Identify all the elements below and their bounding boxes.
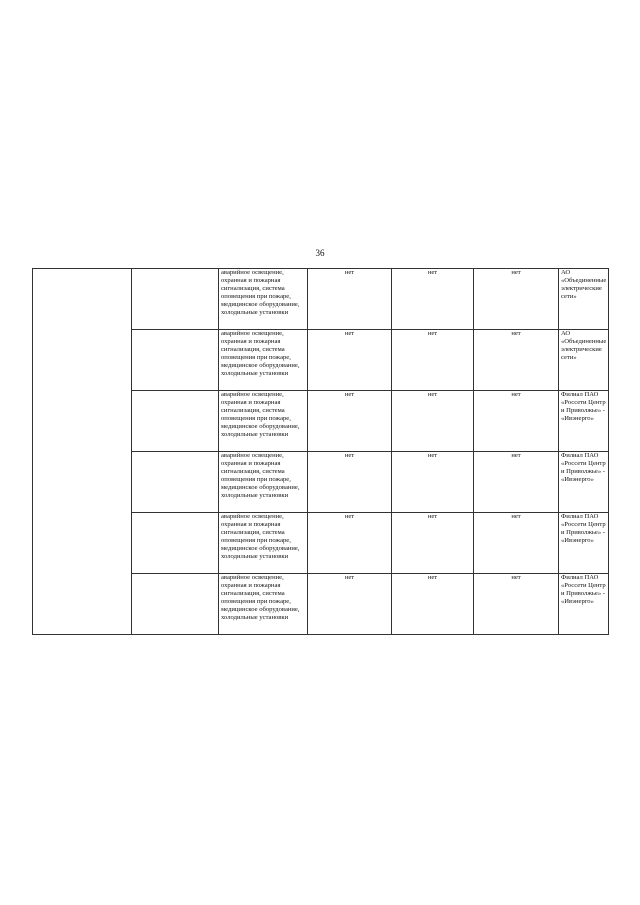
value-cell: нет bbox=[474, 391, 559, 452]
value-cell: нет bbox=[392, 574, 474, 635]
data-table bbox=[32, 268, 609, 635]
value-cell: нет bbox=[474, 452, 559, 513]
organization-cell: АО «Объединенные электрические сети» bbox=[559, 330, 609, 391]
value-cell: нет bbox=[392, 330, 474, 391]
consumer-description-cell: аварийное освещение, охранная и пожарная сигнализация, система оповещения при пожаре, медицинское оборудование, холодильные установки bbox=[219, 513, 308, 574]
value-cell: нет bbox=[392, 269, 474, 330]
empty-cell bbox=[132, 574, 219, 635]
empty-cell bbox=[132, 269, 219, 330]
value-cell: нет bbox=[308, 452, 392, 513]
organization-cell: Филиал ПАО «Россети Центр и Приволжье» - «Ивэнерго» bbox=[559, 574, 609, 635]
empty-cell bbox=[132, 513, 219, 574]
value-cell: нет bbox=[474, 269, 559, 330]
consumer-description-cell: аварийное освещение, охранная и пожарная сигнализация, система оповещения при пожаре, медицинское оборудование, холодильные установки bbox=[219, 574, 308, 635]
value-cell: нет bbox=[308, 513, 392, 574]
value-cell: нет bbox=[308, 391, 392, 452]
organization-cell: Филиал ПАО «Россети Центр и Приволжье» - «Ивэнерго» bbox=[559, 452, 609, 513]
value-cell: нет bbox=[392, 391, 474, 452]
page-number: 36 bbox=[315, 248, 325, 258]
organization-cell: Филиал ПАО «Россети Центр и Приволжье» - «Ивэнерго» bbox=[559, 513, 609, 574]
organization-cell: АО «Объединенные электрические сети» bbox=[559, 269, 609, 330]
value-cell: нет bbox=[474, 330, 559, 391]
empty-cell bbox=[132, 452, 219, 513]
organization-cell: Филиал ПАО «Россети Центр и Приволжье» - «Ивэнерго» bbox=[559, 391, 609, 452]
empty-cell bbox=[132, 391, 219, 452]
consumer-description-cell: аварийное освещение, охранная и пожарная сигнализация, система оповещения при пожаре, медицинское оборудование, холодильные установки bbox=[219, 330, 308, 391]
value-cell: нет bbox=[308, 574, 392, 635]
merged-cell-first bbox=[33, 269, 132, 635]
value-cell: нет bbox=[308, 330, 392, 391]
table-row bbox=[33, 269, 609, 330]
value-cell: нет bbox=[392, 452, 474, 513]
value-cell: нет bbox=[474, 574, 559, 635]
value-cell: нет bbox=[474, 513, 559, 574]
value-cell: нет bbox=[308, 269, 392, 330]
value-cell: нет bbox=[392, 513, 474, 574]
consumer-description-cell: аварийное освещение, охранная и пожарная сигнализация, система оповещения при пожаре, медицинское оборудование, холодильные установки bbox=[219, 452, 308, 513]
empty-cell bbox=[132, 330, 219, 391]
consumer-description-cell: аварийное освещение, охранная и пожарная сигнализация, система оповещения при пожаре, медицинское оборудование, холодильные установки bbox=[219, 269, 308, 330]
consumer-description-cell: аварийное освещение, охранная и пожарная сигнализация, система оповещения при пожаре, медицинское оборудование, холодильные установки bbox=[219, 391, 308, 452]
